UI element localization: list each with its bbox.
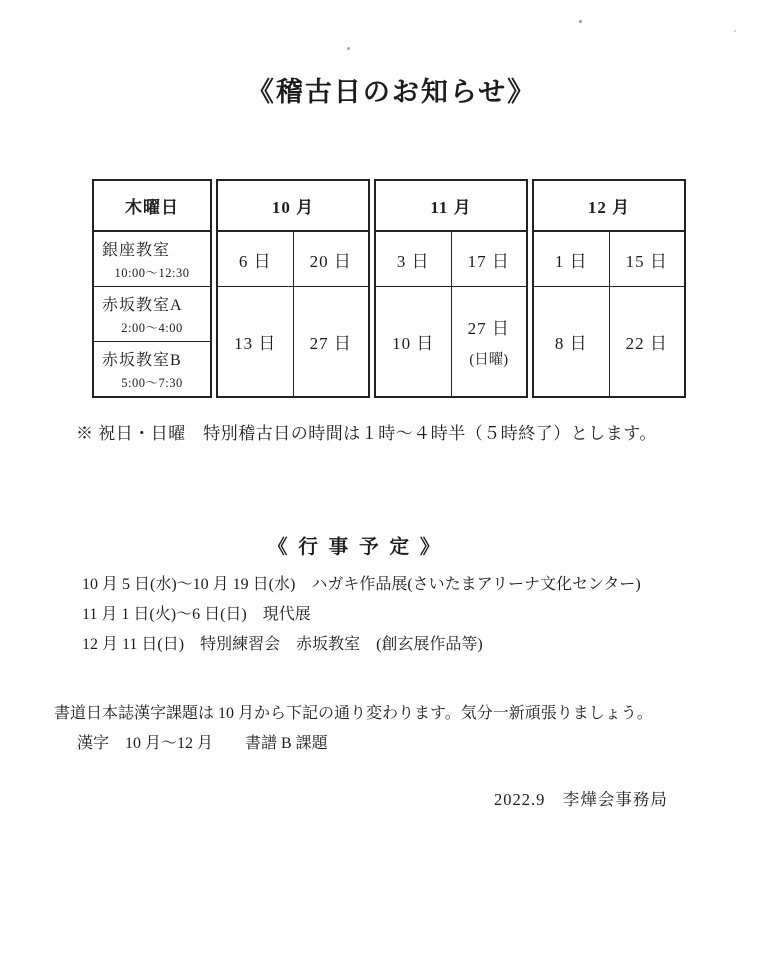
event-item: 10 月 5 日(水)～10 月 19 日(水) ハガキ作品展(さいたまアリーナ文化センター) [82, 576, 641, 593]
events-list [82, 570, 641, 660]
weekday-header-cell: 木曜日 [93, 180, 211, 231]
date-cell: 20 日 [293, 231, 369, 287]
month-group-december [532, 179, 686, 398]
month-group-october [216, 179, 370, 398]
room-time: 10:00～12:30 [114, 266, 190, 280]
event-item: 11 月 1 日(火)～6 日(日) 現代展 [82, 606, 311, 623]
room-name: 銀座教室 [102, 242, 171, 259]
date-cell: 15 日 [609, 231, 685, 287]
room-cell-akasaka-b [93, 342, 211, 398]
page-title: 《稽古日のお知らせ》 [246, 77, 537, 107]
date-value: 27 日 [467, 319, 510, 339]
date-cell: 22 日 [609, 287, 685, 397]
date-cell: 17 日 [451, 231, 527, 287]
month-group-november [374, 179, 528, 398]
date-cell: 1 日 [533, 231, 609, 287]
room-name: 赤坂教室A [102, 297, 183, 314]
date-cell: 6 日 [217, 231, 293, 287]
sunday-note: (日曜) [469, 352, 509, 369]
month-header: 10 月 [217, 180, 369, 231]
date-cell: 27 日 [293, 287, 369, 397]
room-time: 5:00～7:30 [121, 376, 183, 390]
scan-speck [579, 20, 582, 23]
events-heading: 《 行 事 予 定 》 [268, 537, 443, 558]
event-item: 12 月 11 日(日) 特別練習会 赤坂教室 (創玄展作品等) [82, 636, 483, 653]
room-cell-ginza [93, 231, 211, 287]
practice-day-table [92, 179, 686, 398]
date-cell: 8 日 [533, 287, 609, 397]
date-cell: 3 日 [375, 231, 451, 287]
assignment-line: 書道日本誌漢字課題は 10 月から下記の通り変わります。気分一新頑張りましょう。 [54, 705, 653, 722]
month-header: 11 月 [375, 180, 527, 231]
signature: 2022.9 李燁会事務局 [494, 790, 668, 809]
scan-speck [347, 47, 350, 50]
date-cell: 10 日 [375, 287, 451, 397]
assignment-line: 漢字 10 月～12 月 書譜 B 課題 [77, 735, 328, 752]
holiday-note: ※ 祝日・日曜 特別稽古日の時間は１時～４時半（５時終了）とします。 [76, 424, 657, 443]
date-cell-with-note [451, 287, 527, 397]
rooms-column [92, 179, 212, 398]
room-time: 2:00～4:00 [121, 321, 183, 335]
assignment-note [54, 699, 653, 759]
scan-speck [734, 30, 736, 32]
date-cell: 13 日 [217, 287, 293, 397]
room-cell-akasaka-a [93, 287, 211, 342]
room-name: 赤坂教室B [102, 352, 182, 369]
month-header: 12 月 [533, 180, 685, 231]
